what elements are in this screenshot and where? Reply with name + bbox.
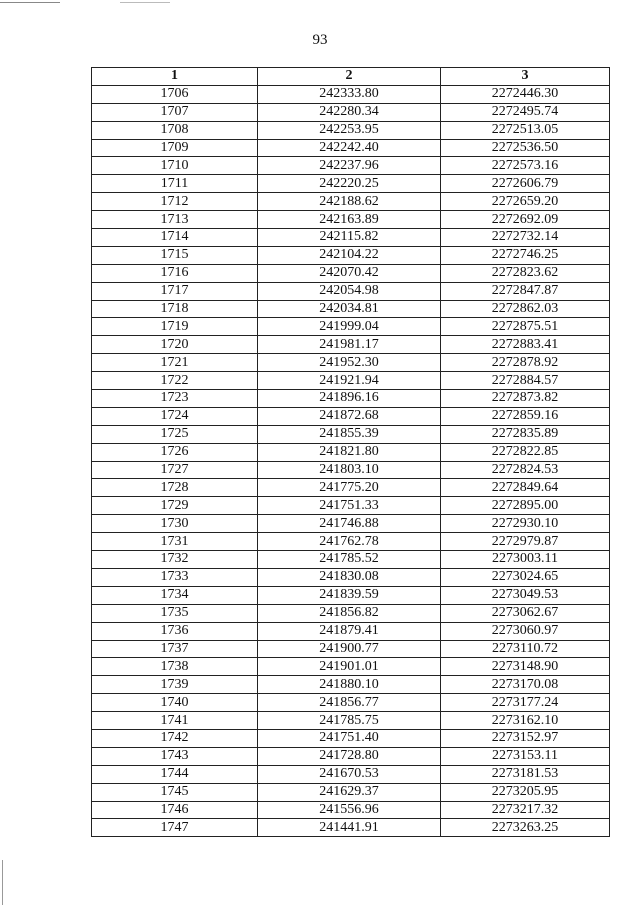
y-coordinate-cell: 2273217.32 bbox=[441, 801, 610, 819]
x-coordinate-cell: 242034.81 bbox=[258, 300, 441, 318]
y-coordinate-cell: 2272859.16 bbox=[441, 407, 610, 425]
x-coordinate-cell: 241981.17 bbox=[258, 336, 441, 354]
x-coordinate-cell: 241830.08 bbox=[258, 568, 441, 586]
y-coordinate-cell: 2273110.72 bbox=[441, 640, 610, 658]
y-coordinate-cell: 2273153.11 bbox=[441, 747, 610, 765]
y-coordinate-cell: 2272835.89 bbox=[441, 425, 610, 443]
table-row bbox=[92, 229, 610, 247]
y-coordinate-cell: 2272878.92 bbox=[441, 354, 610, 372]
point-number-cell: 1718 bbox=[92, 300, 258, 318]
table-row bbox=[92, 640, 610, 658]
y-coordinate-cell: 2272847.87 bbox=[441, 282, 610, 300]
point-number-cell: 1734 bbox=[92, 586, 258, 604]
point-number-cell: 1742 bbox=[92, 729, 258, 747]
y-coordinate-cell: 2272930.10 bbox=[441, 515, 610, 533]
point-number-cell: 1726 bbox=[92, 443, 258, 461]
table-row bbox=[92, 551, 610, 569]
table-row bbox=[92, 282, 610, 300]
column-header-2: 2 bbox=[258, 68, 441, 86]
x-coordinate-cell: 241803.10 bbox=[258, 461, 441, 479]
x-coordinate-cell: 241785.75 bbox=[258, 712, 441, 730]
table-row bbox=[92, 586, 610, 604]
point-number-cell: 1746 bbox=[92, 801, 258, 819]
y-coordinate-cell: 2273205.95 bbox=[441, 783, 610, 801]
point-number-cell: 1710 bbox=[92, 157, 258, 175]
y-coordinate-cell: 2272873.82 bbox=[441, 390, 610, 408]
y-coordinate-cell: 2273177.24 bbox=[441, 694, 610, 712]
point-number-cell: 1743 bbox=[92, 747, 258, 765]
y-coordinate-cell: 2273060.97 bbox=[441, 622, 610, 640]
point-number-cell: 1731 bbox=[92, 533, 258, 551]
point-number-cell: 1706 bbox=[92, 85, 258, 103]
point-number-cell: 1730 bbox=[92, 515, 258, 533]
table-row bbox=[92, 676, 610, 694]
y-coordinate-cell: 2272513.05 bbox=[441, 121, 610, 139]
y-coordinate-cell: 2273162.10 bbox=[441, 712, 610, 730]
x-coordinate-cell: 241670.53 bbox=[258, 765, 441, 783]
point-number-cell: 1723 bbox=[92, 390, 258, 408]
x-coordinate-cell: 241839.59 bbox=[258, 586, 441, 604]
point-number-cell: 1733 bbox=[92, 568, 258, 586]
table-row bbox=[92, 425, 610, 443]
table-row bbox=[92, 85, 610, 103]
x-coordinate-cell: 241921.94 bbox=[258, 372, 441, 390]
x-coordinate-cell: 241880.10 bbox=[258, 676, 441, 694]
y-coordinate-cell: 2272446.30 bbox=[441, 85, 610, 103]
y-coordinate-cell: 2272883.41 bbox=[441, 336, 610, 354]
y-coordinate-cell: 2273003.11 bbox=[441, 551, 610, 569]
table-row bbox=[92, 121, 610, 139]
y-coordinate-cell: 2272732.14 bbox=[441, 229, 610, 247]
x-coordinate-cell: 241999.04 bbox=[258, 318, 441, 336]
point-number-cell: 1717 bbox=[92, 282, 258, 300]
point-number-cell: 1727 bbox=[92, 461, 258, 479]
x-coordinate-cell: 241821.80 bbox=[258, 443, 441, 461]
point-number-cell: 1747 bbox=[92, 819, 258, 837]
x-coordinate-cell: 241629.37 bbox=[258, 783, 441, 801]
point-number-cell: 1736 bbox=[92, 622, 258, 640]
x-coordinate-cell: 241746.88 bbox=[258, 515, 441, 533]
point-number-cell: 1738 bbox=[92, 658, 258, 676]
scan-edge-mark-left bbox=[2, 860, 3, 905]
x-coordinate-cell: 242280.34 bbox=[258, 103, 441, 121]
point-number-cell: 1715 bbox=[92, 246, 258, 264]
y-coordinate-cell: 2272823.62 bbox=[441, 264, 610, 282]
table-row bbox=[92, 694, 610, 712]
y-coordinate-cell: 2272536.50 bbox=[441, 139, 610, 157]
table-row bbox=[92, 658, 610, 676]
y-coordinate-cell: 2273181.53 bbox=[441, 765, 610, 783]
y-coordinate-cell: 2273152.97 bbox=[441, 729, 610, 747]
table-row bbox=[92, 407, 610, 425]
table-row bbox=[92, 372, 610, 390]
x-coordinate-cell: 242237.96 bbox=[258, 157, 441, 175]
x-coordinate-cell: 241441.91 bbox=[258, 819, 441, 837]
table-body bbox=[92, 85, 610, 836]
y-coordinate-cell: 2273024.65 bbox=[441, 568, 610, 586]
point-number-cell: 1711 bbox=[92, 175, 258, 193]
table-row bbox=[92, 103, 610, 121]
point-number-cell: 1737 bbox=[92, 640, 258, 658]
table-row bbox=[92, 443, 610, 461]
table-row bbox=[92, 783, 610, 801]
table-row bbox=[92, 622, 610, 640]
x-coordinate-cell: 241896.16 bbox=[258, 390, 441, 408]
table-row bbox=[92, 390, 610, 408]
table-row bbox=[92, 479, 610, 497]
table-row bbox=[92, 336, 610, 354]
y-coordinate-cell: 2272659.20 bbox=[441, 193, 610, 211]
point-number-cell: 1709 bbox=[92, 139, 258, 157]
x-coordinate-cell: 241900.77 bbox=[258, 640, 441, 658]
point-number-cell: 1720 bbox=[92, 336, 258, 354]
table-row bbox=[92, 300, 610, 318]
y-coordinate-cell: 2273062.67 bbox=[441, 604, 610, 622]
point-number-cell: 1712 bbox=[92, 193, 258, 211]
x-coordinate-cell: 241901.01 bbox=[258, 658, 441, 676]
scan-edge-mark bbox=[0, 2, 640, 3]
x-coordinate-cell: 241775.20 bbox=[258, 479, 441, 497]
y-coordinate-cell: 2272573.16 bbox=[441, 157, 610, 175]
point-number-cell: 1716 bbox=[92, 264, 258, 282]
x-coordinate-cell: 241728.80 bbox=[258, 747, 441, 765]
table-row bbox=[92, 211, 610, 229]
y-coordinate-cell: 2272606.79 bbox=[441, 175, 610, 193]
y-coordinate-cell: 2272824.53 bbox=[441, 461, 610, 479]
y-coordinate-cell: 2272746.25 bbox=[441, 246, 610, 264]
x-coordinate-cell: 241856.77 bbox=[258, 694, 441, 712]
table-row bbox=[92, 533, 610, 551]
point-number-cell: 1719 bbox=[92, 318, 258, 336]
table-row bbox=[92, 747, 610, 765]
column-header-3: 3 bbox=[441, 68, 610, 86]
coordinates-table bbox=[91, 67, 610, 837]
point-number-cell: 1721 bbox=[92, 354, 258, 372]
point-number-cell: 1724 bbox=[92, 407, 258, 425]
x-coordinate-cell: 242188.62 bbox=[258, 193, 441, 211]
point-number-cell: 1713 bbox=[92, 211, 258, 229]
x-coordinate-cell: 241879.41 bbox=[258, 622, 441, 640]
y-coordinate-cell: 2272822.85 bbox=[441, 443, 610, 461]
x-coordinate-cell: 242163.89 bbox=[258, 211, 441, 229]
x-coordinate-cell: 241872.68 bbox=[258, 407, 441, 425]
y-coordinate-cell: 2273263.25 bbox=[441, 819, 610, 837]
point-number-cell: 1728 bbox=[92, 479, 258, 497]
y-coordinate-cell: 2272895.00 bbox=[441, 497, 610, 515]
x-coordinate-cell: 242104.22 bbox=[258, 246, 441, 264]
point-number-cell: 1707 bbox=[92, 103, 258, 121]
page-number: 93 bbox=[312, 32, 328, 48]
table-row bbox=[92, 497, 610, 515]
x-coordinate-cell: 242220.25 bbox=[258, 175, 441, 193]
table-row bbox=[92, 139, 610, 157]
x-coordinate-cell: 241952.30 bbox=[258, 354, 441, 372]
table-row bbox=[92, 712, 610, 730]
y-coordinate-cell: 2272862.03 bbox=[441, 300, 610, 318]
point-number-cell: 1714 bbox=[92, 229, 258, 247]
point-number-cell: 1744 bbox=[92, 765, 258, 783]
table-row bbox=[92, 354, 610, 372]
y-coordinate-cell: 2273148.90 bbox=[441, 658, 610, 676]
y-coordinate-cell: 2272495.74 bbox=[441, 103, 610, 121]
x-coordinate-cell: 241855.39 bbox=[258, 425, 441, 443]
table-row bbox=[92, 175, 610, 193]
y-coordinate-cell: 2273170.08 bbox=[441, 676, 610, 694]
x-coordinate-cell: 242242.40 bbox=[258, 139, 441, 157]
table-row bbox=[92, 461, 610, 479]
point-number-cell: 1739 bbox=[92, 676, 258, 694]
point-number-cell: 1729 bbox=[92, 497, 258, 515]
x-coordinate-cell: 242070.42 bbox=[258, 264, 441, 282]
y-coordinate-cell: 2272692.09 bbox=[441, 211, 610, 229]
point-number-cell: 1708 bbox=[92, 121, 258, 139]
x-coordinate-cell: 242333.80 bbox=[258, 85, 441, 103]
y-coordinate-cell: 2273049.53 bbox=[441, 586, 610, 604]
point-number-cell: 1740 bbox=[92, 694, 258, 712]
table-row bbox=[92, 819, 610, 837]
table-row bbox=[92, 318, 610, 336]
y-coordinate-cell: 2272979.87 bbox=[441, 533, 610, 551]
table-row bbox=[92, 729, 610, 747]
point-number-cell: 1741 bbox=[92, 712, 258, 730]
table-row bbox=[92, 515, 610, 533]
table-row bbox=[92, 604, 610, 622]
x-coordinate-cell: 242115.82 bbox=[258, 229, 441, 247]
point-number-cell: 1735 bbox=[92, 604, 258, 622]
x-coordinate-cell: 241762.78 bbox=[258, 533, 441, 551]
x-coordinate-cell: 241556.96 bbox=[258, 801, 441, 819]
x-coordinate-cell: 241856.82 bbox=[258, 604, 441, 622]
column-header-1: 1 bbox=[92, 68, 258, 86]
y-coordinate-cell: 2272884.57 bbox=[441, 372, 610, 390]
point-number-cell: 1732 bbox=[92, 551, 258, 569]
x-coordinate-cell: 241785.52 bbox=[258, 551, 441, 569]
table-row bbox=[92, 157, 610, 175]
x-coordinate-cell: 241751.33 bbox=[258, 497, 441, 515]
point-number-cell: 1722 bbox=[92, 372, 258, 390]
point-number-cell: 1725 bbox=[92, 425, 258, 443]
x-coordinate-cell: 242054.98 bbox=[258, 282, 441, 300]
x-coordinate-cell: 241751.40 bbox=[258, 729, 441, 747]
point-number-cell: 1745 bbox=[92, 783, 258, 801]
table-header-row bbox=[92, 68, 610, 86]
x-coordinate-cell: 242253.95 bbox=[258, 121, 441, 139]
table-row bbox=[92, 264, 610, 282]
y-coordinate-cell: 2272849.64 bbox=[441, 479, 610, 497]
table-row bbox=[92, 801, 610, 819]
table-row bbox=[92, 246, 610, 264]
table-row bbox=[92, 568, 610, 586]
table-row bbox=[92, 193, 610, 211]
table-row bbox=[92, 765, 610, 783]
y-coordinate-cell: 2272875.51 bbox=[441, 318, 610, 336]
